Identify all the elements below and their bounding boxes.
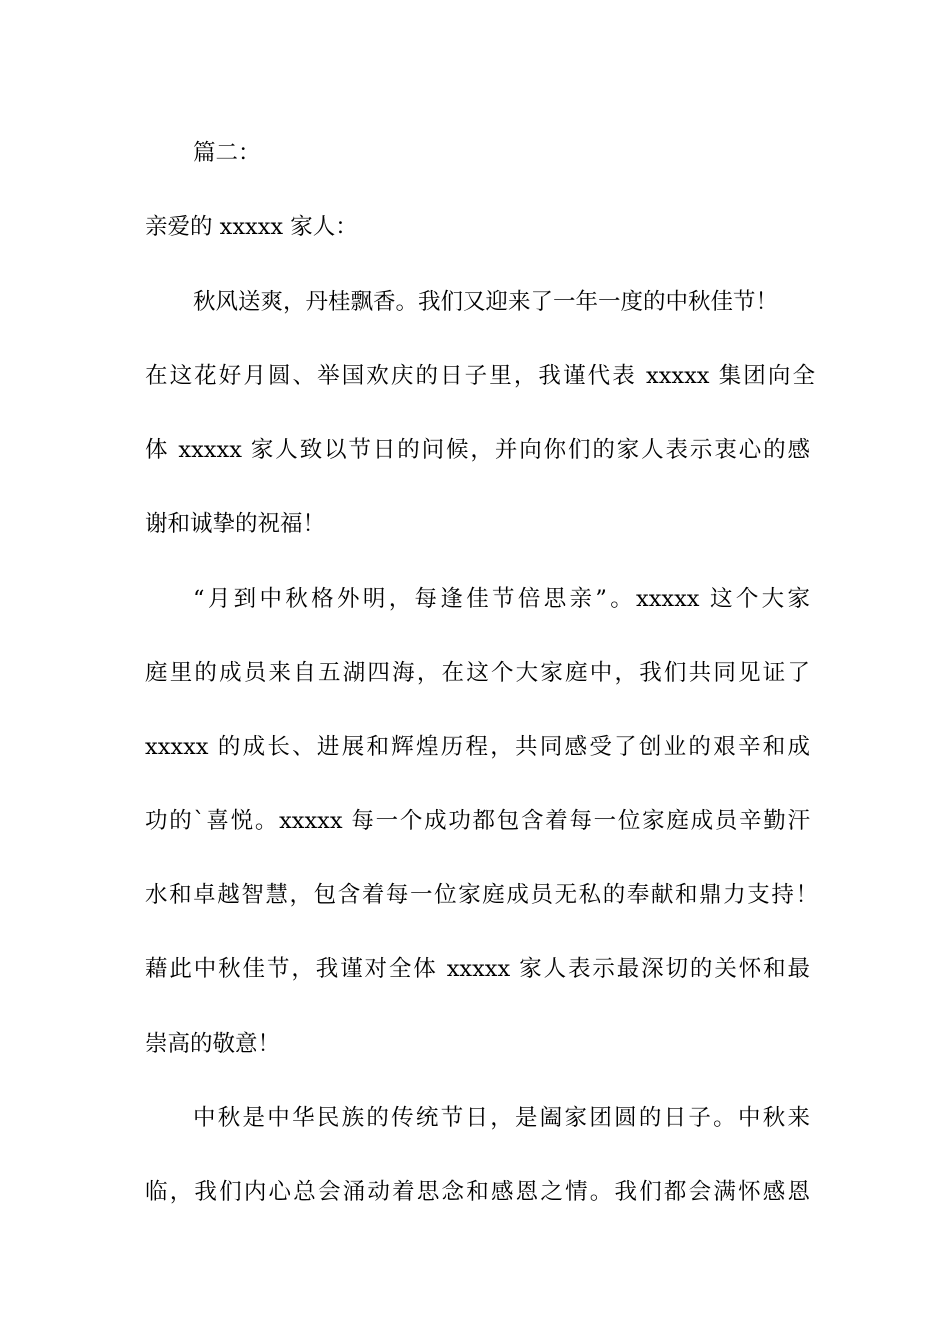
paragraph-line: 谢和诚挚的祝福！ <box>145 511 326 537</box>
paragraph-line: 在这花好月圆、举国欢庆的日子里，我谨代表 xxxxx 集团向全 <box>145 363 815 389</box>
paragraph-line: 藉此中秋佳节，我谨对全体 xxxxx 家人表示最深切的关怀和最 <box>145 956 810 982</box>
paragraph-line: 体 xxxxx 家人致以节日的问候，并向你们的家人表示衷心的感 <box>145 437 810 463</box>
paragraph-line: 水和卓越智慧，包含着每一位家庭成员无私的奉献和鼎力支持！ <box>145 882 818 908</box>
paragraph-line: “月到中秋格外明，每逢佳节倍思亲”。xxxxx 这个大家 <box>193 586 810 612</box>
salutation: 亲爱的 xxxxx 家人： <box>145 214 358 240</box>
paragraph-line: 功的`喜悦。xxxxx 每一个成功都包含着每一位家庭成员辛勤汗 <box>145 808 810 834</box>
paragraph-line: 中秋是中华民族的传统节日，是阖家团圆的日子。中秋来 <box>193 1105 810 1131</box>
paragraph-line: 崇高的敬意！ <box>145 1031 281 1057</box>
paragraph-line: 临，我们内心总会涌动着思念和感恩之情。我们都会满怀感恩 <box>145 1179 810 1205</box>
paragraph-line: 秋风送爽，丹桂飘香。我们又迎来了一年一度的中秋佳节！ <box>193 289 779 315</box>
paragraph-line: xxxxx 的成长、进展和辉煌历程，共同感受了创业的艰辛和成 <box>145 734 810 760</box>
paragraph-line: 庭里的成员来自五湖四海，在这个大家庭中，我们共同见证了 <box>145 660 810 686</box>
section-heading: 篇二： <box>193 140 261 166</box>
